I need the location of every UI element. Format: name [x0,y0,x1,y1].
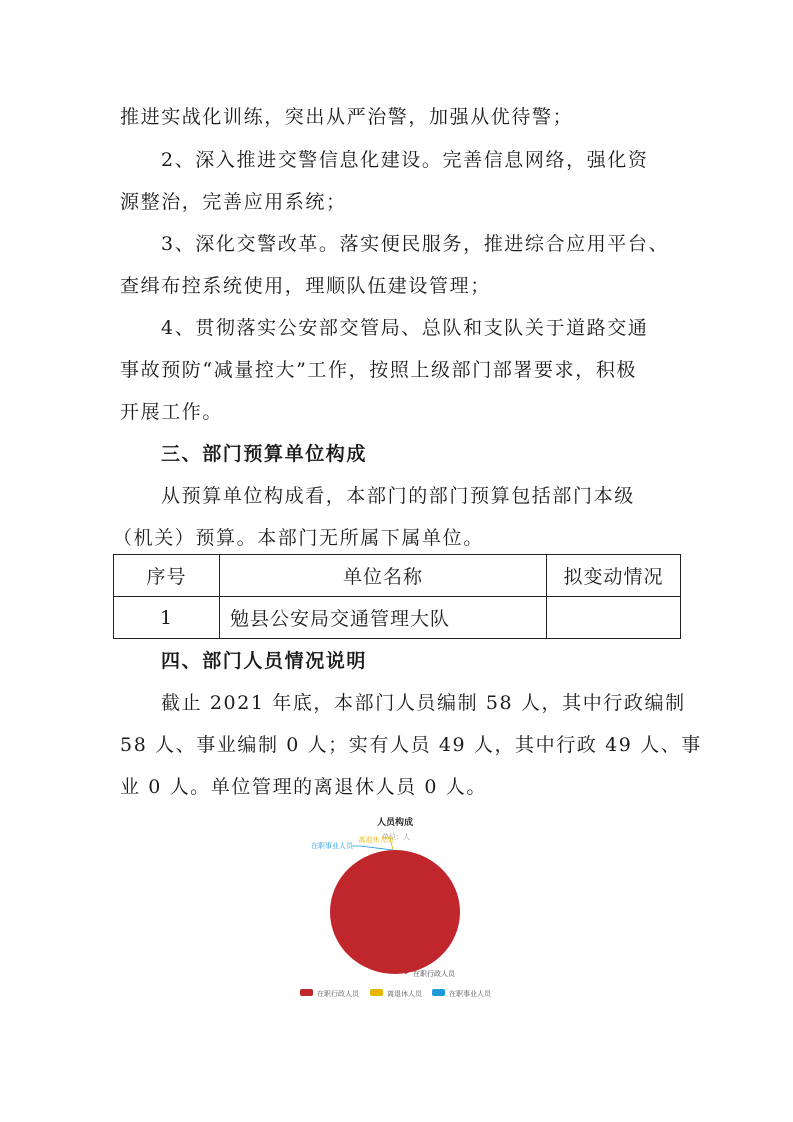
section-3-paragraph: 从预算单位构成看，本部门的部门预算包括部门本级 [161,485,635,507]
list-item-2-cont: 源整治，完善应用系统； [120,191,347,213]
table-header-cell: 单位名称 [220,555,547,597]
pie-slice-label: 在职行政人员 [413,970,455,978]
table-row [114,597,681,639]
pie-slice [330,850,460,974]
legend-label: 在职事业人员 [449,990,491,998]
list-item-4-cont2: 开展工作。 [120,401,224,423]
section-4-heading: 四、部门人员情况说明 [161,650,368,672]
pie-slice-label: 离退休人员 [358,836,394,844]
chart-title: 人员构成 [376,818,414,828]
list-item-4-cont: 事故预防“减量控大”工作，按照上级部门部署要求，积极 [120,359,638,381]
table-header-cell: 序号 [114,555,220,597]
table-header-row [114,555,681,597]
table-cell [547,597,681,639]
legend-label: 在职行政人员 [317,990,359,998]
pie-slice-label: 在职事业人员 [311,842,353,850]
paragraph-line: 推进实战化训练，突出从严治警，加强从优待警； [120,106,574,128]
list-item-3: 3、深化交警改革。落实便民服务，推进综合应用平台、 [161,233,670,255]
section-4-paragraph: 截止 2021 年底，本部门人员编制 58 人，其中行政编制 [161,692,686,714]
personnel-pie-chart [280,808,520,1004]
legend-swatch [432,989,445,996]
list-item-3-cont: 查缉布控系统使用，理顺队伍建设管理； [120,275,491,297]
list-item-4: 4、贯彻落实公安部交管局、总队和支队关于道路交通 [161,317,649,339]
legend-label: 离退休人员 [387,990,422,998]
section-4-paragraph-cont2: 业 0 人。单位管理的离退休人员 0 人。 [120,776,487,798]
table-header-cell: 拟变动情况 [547,555,681,597]
table-cell: 勉县公安局交通管理大队 [220,597,547,639]
table-cell: 1 [114,597,220,639]
legend-swatch [370,989,383,996]
list-item-2: 2、深入推进交警信息化建设。完善信息网络，强化资 [161,149,649,171]
legend-swatch [300,989,313,996]
budget-unit-table [113,554,681,639]
pie-leader-line [352,846,393,850]
section-4-paragraph-cont: 58 人、事业编制 0 人；实有人员 49 人，其中行政 49 人、事 [120,734,702,756]
chart-subtitle: 单位：人 [382,833,410,841]
section-3-paragraph-cont: （机关）预算。本部门无所属下属单位。 [113,527,484,549]
section-3-heading: 三、部门预算单位构成 [161,443,368,465]
